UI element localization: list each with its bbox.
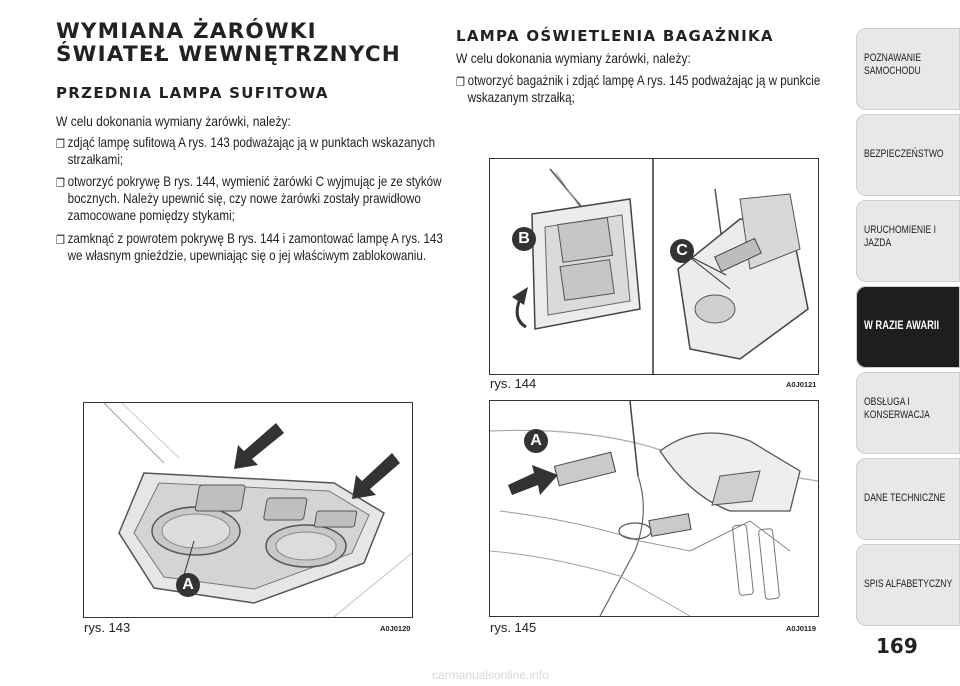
tab-w-razie-awarii[interactable]: [856, 286, 960, 368]
tab-uruchomienie-i-jazda[interactable]: [856, 200, 960, 282]
arrow-icon: [508, 463, 560, 499]
watermark: carmanualsonline.info: [432, 668, 549, 682]
intro-text-right: W celu dokonania wymiany żarówki, należy:: [456, 50, 691, 66]
tab-dane-techniczne[interactable]: [856, 458, 960, 540]
intro-text-left: W celu dokonania wymiany żarówki, należy:: [56, 113, 291, 129]
bullet-box-icon: ❒: [56, 176, 65, 190]
tab-label: OBSŁUGA I KONSERWACJA: [864, 396, 930, 421]
figure-caption: rys. 144: [490, 376, 537, 391]
arrow-icon: [346, 451, 402, 501]
tab-label: POZNAWANIE SAMOCHODU: [864, 52, 922, 77]
tab-label: SPIS ALFABETYCZNY: [864, 578, 953, 590]
list-item: [56, 134, 458, 170]
section-title: WYMIANA ŻARÓWKI ŚWIATEŁ WEWNĘTRZNYCH: [56, 19, 401, 67]
figure-143-ceiling-lamp: [83, 402, 413, 618]
tab-bezpieczenstwo[interactable]: [856, 114, 960, 196]
tab-label: DANE TECHNICZNE: [864, 492, 946, 504]
list-item: [56, 230, 458, 284]
bullet-box-icon: ❒: [56, 137, 65, 151]
figure-145-trunk-lamp: [489, 400, 819, 617]
bullet-text: zdjąć lampę sufitową A rys. 143 podważając ją w punktach wskazanych strzałkami;: [67, 134, 436, 167]
subsection-title-trunk-lamp: LAMPA OŚWIETLENIA BAGAŻNIKA: [456, 27, 774, 45]
lamp-bulb-illustration: [490, 159, 818, 374]
bullet-box-icon: ❒: [456, 75, 465, 89]
tab-label: BEZPIECZEŃSTWO: [864, 148, 944, 160]
callout-label-c: C: [670, 239, 694, 263]
callout-label-b: B: [512, 227, 536, 251]
list-item: [456, 72, 849, 106]
bullet-box-icon: ❒: [56, 233, 65, 247]
callout-label-a: A: [524, 429, 548, 453]
tab-obsluga-i-konserwacja[interactable]: [856, 372, 960, 454]
figure-144-lamp-bulbs: [489, 158, 819, 375]
tab-spis-alfabetyczny[interactable]: [856, 544, 960, 626]
tab-label: URUCHOMIENIE I JAZDA: [864, 224, 936, 249]
figure-caption: rys. 145: [490, 620, 537, 635]
figure-code: A0J0119: [786, 624, 817, 633]
tab-poznawanie-samochodu[interactable]: [856, 28, 960, 110]
bullet-text: zamknąć z powrotem pokrywę B rys. 144 i zamontować lampę A rys. 143 we własnym gnieździe, upewniając się o jej właściwym zablokowaniu.: [67, 230, 443, 263]
arrow-icon: [226, 421, 286, 471]
tab-label: W RAZIE AWARII: [864, 318, 940, 332]
page-number: 169: [876, 634, 918, 658]
list-item: [56, 173, 458, 227]
callout-label-a: A: [176, 573, 200, 597]
instructions-list-left: [56, 134, 540, 287]
bullet-text: otworzyć bagażnik i zdjąć lampę A rys. 145 podważając ją w punkcie wskazanym strzałką;: [467, 72, 821, 105]
figure-caption: rys. 143: [84, 620, 131, 635]
subsection-title-front-lamp: PRZEDNIA LAMPA SUFITOWA: [56, 84, 329, 102]
figure-code: A0J0120: [380, 624, 411, 633]
bullet-text: otworzyć pokrywę B rys. 144, wymienić żarówki C wyjmując je ze styków bocznych. Należy upewnić się, czy nowe żarówki zostały prawidłowo zamocowane pomiędzy stykami;: [67, 173, 442, 223]
figure-code: A0J0121: [786, 380, 817, 389]
